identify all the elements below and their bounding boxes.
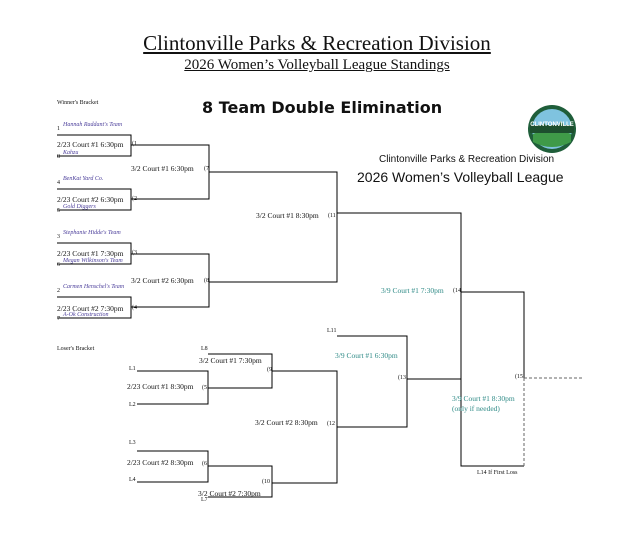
game-5-time: 2/23 Court #1 8:30pm [127,382,194,391]
loser-slot-l2: L2 [129,402,136,408]
team-8: Kahzu [63,150,79,156]
page-title: Clintonville Parks & Recreation Division [143,31,491,55]
game-2-number: (2 [132,196,137,202]
game-11-number: (11 [328,213,336,219]
game-12-time: 3/2 Court #2 8:30pm [255,418,318,427]
team-6: Megan Wilkinson's Team [63,258,123,264]
game-15-time: 3/9 Court #1 8:30pm [452,394,515,403]
team-1: Hannah Raddant's Team [63,122,123,128]
team-2: Carmen Henschel's Team [63,284,125,290]
page-subtitle: 2026 Women’s Volleyball League Standings [184,57,450,73]
loser-slot-l8: L8 [201,346,208,352]
game-10-time: 3/2 Court #2 7:30pm [198,489,261,498]
game-1-time: 2/23 Court #1 6:30pm [57,140,124,149]
loser-slot-l7: L7 [201,497,208,503]
game-7-time: 3/2 Court #1 6:30pm [131,164,194,173]
game-2-time: 2/23 Court #2 6:30pm [57,195,124,204]
logo-text: CLINTONVILLE [530,122,574,128]
game-3-number: (3 [132,250,137,256]
game-12-number: (12 [327,421,335,427]
bracket-line-w15 [461,292,524,378]
game-13-time: 3/9 Court #1 6:30pm [335,351,398,360]
game-14-number: (14 [453,288,461,294]
game-15-note: (only if needed) [452,404,500,413]
loser-slot-l11: L11 [327,328,337,334]
losers-bracket-label: Loser's Bracket [57,346,95,352]
game-7-number: (7 [204,166,209,172]
first-loss-note: L14 If First Loss [477,470,518,476]
game-1-number: (1 [132,141,137,147]
seed-8: 8 [57,154,60,160]
team-3: Stephanie Hidde's Team [63,230,121,236]
bracket-line-l13 [337,336,407,427]
bracket-line-l12 [272,371,337,483]
seed-2: 2 [57,288,60,294]
game-6-number: (6 [202,461,207,467]
game-9-time: 3/2 Court #1 7:30pm [199,356,262,365]
seed-5: 5 [57,208,60,214]
game-4-number: (4 [132,305,137,311]
org-line: Clintonville Parks & Recreation Division [379,154,555,165]
seed-1: 1 [57,126,60,132]
loser-slot-l3: L3 [129,440,136,446]
bracket-line-w15-bottom [461,379,524,466]
game-14-time: 3/9 Court #1 7:30pm [381,286,444,295]
game-15-number: (15 [515,374,523,380]
bracket-line-w11 [209,172,337,282]
winners-bracket-label: Winner's Bracket [57,100,99,106]
seed-3: 3 [57,234,60,240]
game-5-number: (5 [202,385,207,391]
game-9-number: (9 [267,367,272,373]
game-4-time: 2/23 Court #2 7:30pm [57,304,124,313]
clintonville-logo-icon [527,104,577,154]
seed-7: 7 [57,316,60,322]
seed-6: 6 [57,262,60,268]
bracket-format-title: 8 Team Double Elimination [202,98,443,117]
loser-slot-l1: L1 [129,366,136,372]
game-13-number: (13 [398,375,406,381]
game-3-time: 2/23 Court #1 7:30pm [57,249,124,258]
game-8-time: 3/2 Court #2 6:30pm [131,276,194,285]
seed-4: 4 [57,180,60,186]
game-11-time: 3/2 Court #1 8:30pm [256,211,319,220]
game-10-number: (10 [262,479,270,485]
team-4: BenKat Yard Co. [63,176,104,182]
team-7: A-Ok Construction [63,312,109,318]
game-6-time: 2/23 Court #2 8:30pm [127,458,194,467]
game-8-number: (8 [204,278,209,284]
league-line: 2026 Women’s Volleyball League [357,169,564,185]
loser-slot-l4: L4 [129,477,136,483]
team-5: Gold Diggers [63,204,96,210]
